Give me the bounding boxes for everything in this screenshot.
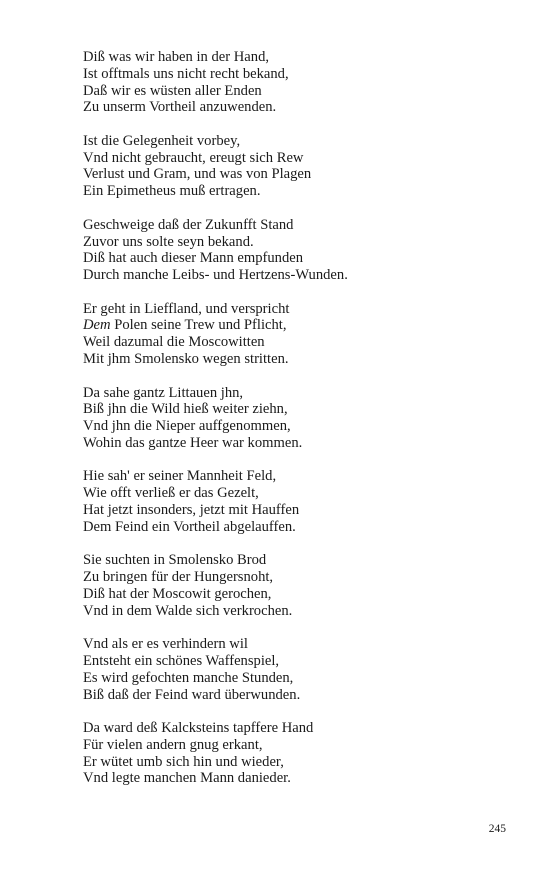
verse-line: Zuvor uns solte seyn bekand. [83, 233, 254, 250]
stanza [83, 301, 503, 368]
verse-text: Polen seine Trew und Pflicht, [110, 317, 287, 334]
verse-line: Diß was wir haben in der Hand, [83, 49, 270, 65]
verse-line: Vnd in dem Walde sich verkrochen. [83, 602, 293, 619]
verse-line: Da sahe gantz Littauen jhn, [83, 384, 244, 401]
verse-line: Dem Feind ein Vortheil abgelauffen. [83, 518, 296, 535]
verse-line: Ein Epimetheus muß ertragen. [83, 183, 261, 200]
verse-line: Zu bringen für der Hungersnoht, [83, 569, 274, 586]
stanza [83, 636, 503, 703]
verse-line: Da ward deß Kalcksteins tapffere Hand [83, 720, 314, 736]
verse-line: Weil dazumal die Moscowitten [83, 334, 265, 351]
verse-line: Vnd als er es verhindern wil [83, 636, 248, 653]
verse-line: Es wird gefochten manche Stunden, [83, 669, 294, 686]
verse-line: Zu unserm Vortheil anzuwenden. [83, 99, 277, 116]
verse-line: Biß jhn die Wild hieß weiter ziehn, [83, 401, 288, 418]
verse-line: Daß wir es wüsten aller Enden [83, 82, 262, 99]
verse-line: Biß daß der Feind ward überwunden. [83, 686, 301, 703]
verse-line: Hie sah' er seiner Mannheit Feld, [83, 468, 277, 485]
verse-line: Mit jhm Smolensko wegen stritten. [83, 351, 289, 368]
verse-line: Wie offt verließ er das Gezelt, [83, 485, 259, 502]
verse-line: Wohin das gantze Heer war kommen. [83, 434, 303, 451]
verse-line: Entsteht ein schönes Waffenspiel, [83, 652, 280, 669]
verse-line: Durch manche Leibs- und Hertzens-Wunden. [83, 267, 348, 284]
verse-line: Vnd jhn die Nieper auffgenommen, [83, 418, 291, 435]
stanza [83, 552, 503, 619]
stanza [83, 217, 503, 284]
verse-line: Sie suchten in Smolensko Brod [83, 552, 267, 569]
verse-emphasis: Dem [83, 317, 111, 334]
poem-body [83, 49, 503, 804]
verse-line: Diß hat auch dieser Mann empfunden [83, 250, 304, 267]
verse-line: Er wütet umb sich hin und wieder, [83, 753, 284, 770]
stanza [83, 720, 503, 787]
verse-line: Vnd legte manchen Mann danieder. [83, 770, 291, 787]
verse-line [83, 317, 503, 334]
stanza [83, 385, 503, 452]
verse-line: Diß hat der Moscowit gerochen, [83, 585, 272, 602]
verse-line: Ist die Gelegenheit vorbey, [83, 132, 241, 149]
verse-line: Verlust und Gram, und was von Plagen [83, 166, 312, 183]
stanza [83, 468, 503, 535]
stanza [83, 133, 503, 200]
verse-line: Geschweige daß der Zukunfft Stand [83, 216, 294, 233]
verse-line: Ist offtmals uns nicht recht bekand, [83, 65, 289, 82]
verse-line: Er geht in Lieffland, und verspricht [83, 300, 290, 317]
verse-line: Hat jetzt insonders, jetzt mit Hauffen [83, 501, 300, 518]
verse-line: Für vielen andern gnug erkant, [83, 736, 263, 753]
verse-line: Vnd nicht gebraucht, ereugt sich Rew [83, 149, 304, 166]
stanza [83, 49, 503, 116]
page-number: 245 [488, 823, 506, 835]
